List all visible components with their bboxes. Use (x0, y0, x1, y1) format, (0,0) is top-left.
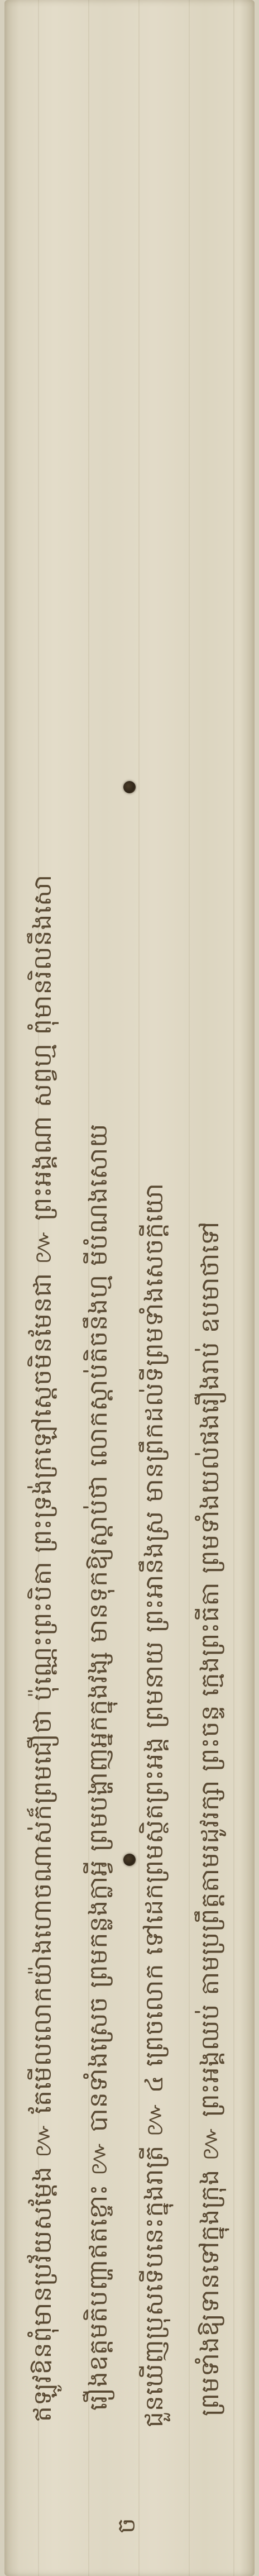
folio-mark: ច (112, 2518, 141, 2534)
manuscript-line-4: ព្រមទាំងឱ្យទានទៅក្នុងក្រុង ៚ ព្រះអង្គឈប់ តាមប្រព្រឹត្តតាមរដូវរក្សា ព្រះចន្ទ ក្មេងព្រះធីតា ព្រមទាំងយល់ផងរឿងរាប់ ឧបមាថាទៅ (196, 1221, 224, 2416)
manuscript-line-2: រឿងឧត្តមតិបញ្ហាឥតខ្ចោះ ៚ បានទាំងស្រេច ព្រមកន្លងក្លាអ្វី ព្រមបង្ហាញអ្នកក្នុងវង្ស មានទុកឱ្យស្ដាប់ថា លោកស្ដាប់តិចនឹងហ្ម មីបំណងសោយ (84, 1123, 113, 2411)
manuscript-line-1: ឥឡូវឱនពុំមានប្រវ័យសម្ដែង ៚ តែមើលលោកយ៉ាងហោចណាស់ក៏ព្រមជឿថា ប៉ុណ្ណេះព្រះបិតា ព្រះទ្រង់ក្រឡៅស្ដេចមិនមែនជា ៚ ព្រះអង្គណា សព្វហ្ម ពុំមានរិលនឹងសោ (28, 874, 57, 2422)
manuscript-line-3: ជួនឃើញប្រុសទើបនេះក្នុងរាត្រី ៚ ៤ ព្រេចលោក ទៅដេកព្រមស្ថិតព្រះអង្គ ព្រមនាយ ព្រះអានឹងស្រ មានព្រឹកដល់ទីព្រមទាំងសេចក្ដីយោ (140, 1183, 169, 2427)
manuscript-text-block (9, 20, 250, 2556)
